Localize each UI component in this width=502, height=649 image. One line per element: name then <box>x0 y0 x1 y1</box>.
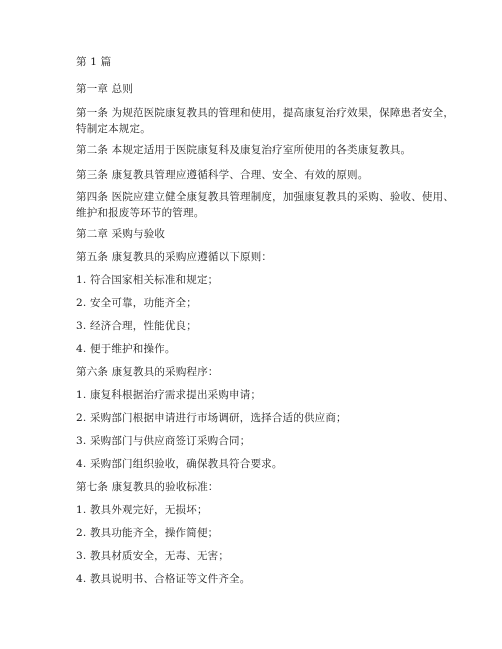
article-continuation: 维护和报废等环节的管理。 <box>76 207 205 219</box>
article-continuation: 特制定本规定。 <box>76 123 151 135</box>
list-item: 4. 采购部门组织验收，确保教具符合要求。 <box>76 458 283 470</box>
list-item: 2. 教具功能齐全，操作简便； <box>76 527 219 539</box>
list-item: 4. 便于维护和操作。 <box>76 343 176 355</box>
article-line: 第六条 康复教具的采购程序： <box>76 366 219 378</box>
article-line: 第三条 康复教具管理应遵循科学、合理、安全、有效的原则。 <box>76 169 369 181</box>
list-item: 4. 教具说明书、合格证等文件齐全。 <box>76 573 251 585</box>
article-line: 第五条 康复教具的采购应遵循以下原则： <box>76 251 273 263</box>
article-line: 第四条 医院应建立健全康复教具管理制度，加强康复教具的采购、验收、使用、 <box>76 191 455 203</box>
list-item: 1. 符合国家相关标准和规定； <box>76 274 219 286</box>
article-line: 第二条 本规定适用于医院康复科及康复治疗室所使用的各类康复教具。 <box>76 144 412 156</box>
list-item: 3. 采购部门与供应商签订采购合同； <box>76 435 251 447</box>
list-item: 3. 教具材质安全，无毒、无害； <box>76 550 230 562</box>
article-line: 第七条 康复教具的验收标准： <box>76 481 219 493</box>
chapter-heading: 第一章 总则 <box>76 83 134 95</box>
chapter-heading: 第二章 采购与验收 <box>76 228 166 240</box>
document-heading-part: 第 1 篇 <box>76 56 112 68</box>
list-item: 1. 教具外观完好，无损坏； <box>76 504 208 516</box>
list-item: 2. 采购部门根据申请进行市场调研，选择合适的供应商； <box>76 412 347 424</box>
article-line: 第一条 为规范医院康复教具的管理和使用，提高康复治疗效果，保障患者安全， <box>76 107 455 119</box>
list-item: 2. 安全可靠，功能齐全； <box>76 297 197 309</box>
list-item: 3. 经济合理，性能优良； <box>76 320 197 332</box>
list-item: 1. 康复科根据治疗需求提出采购申请； <box>76 389 262 401</box>
